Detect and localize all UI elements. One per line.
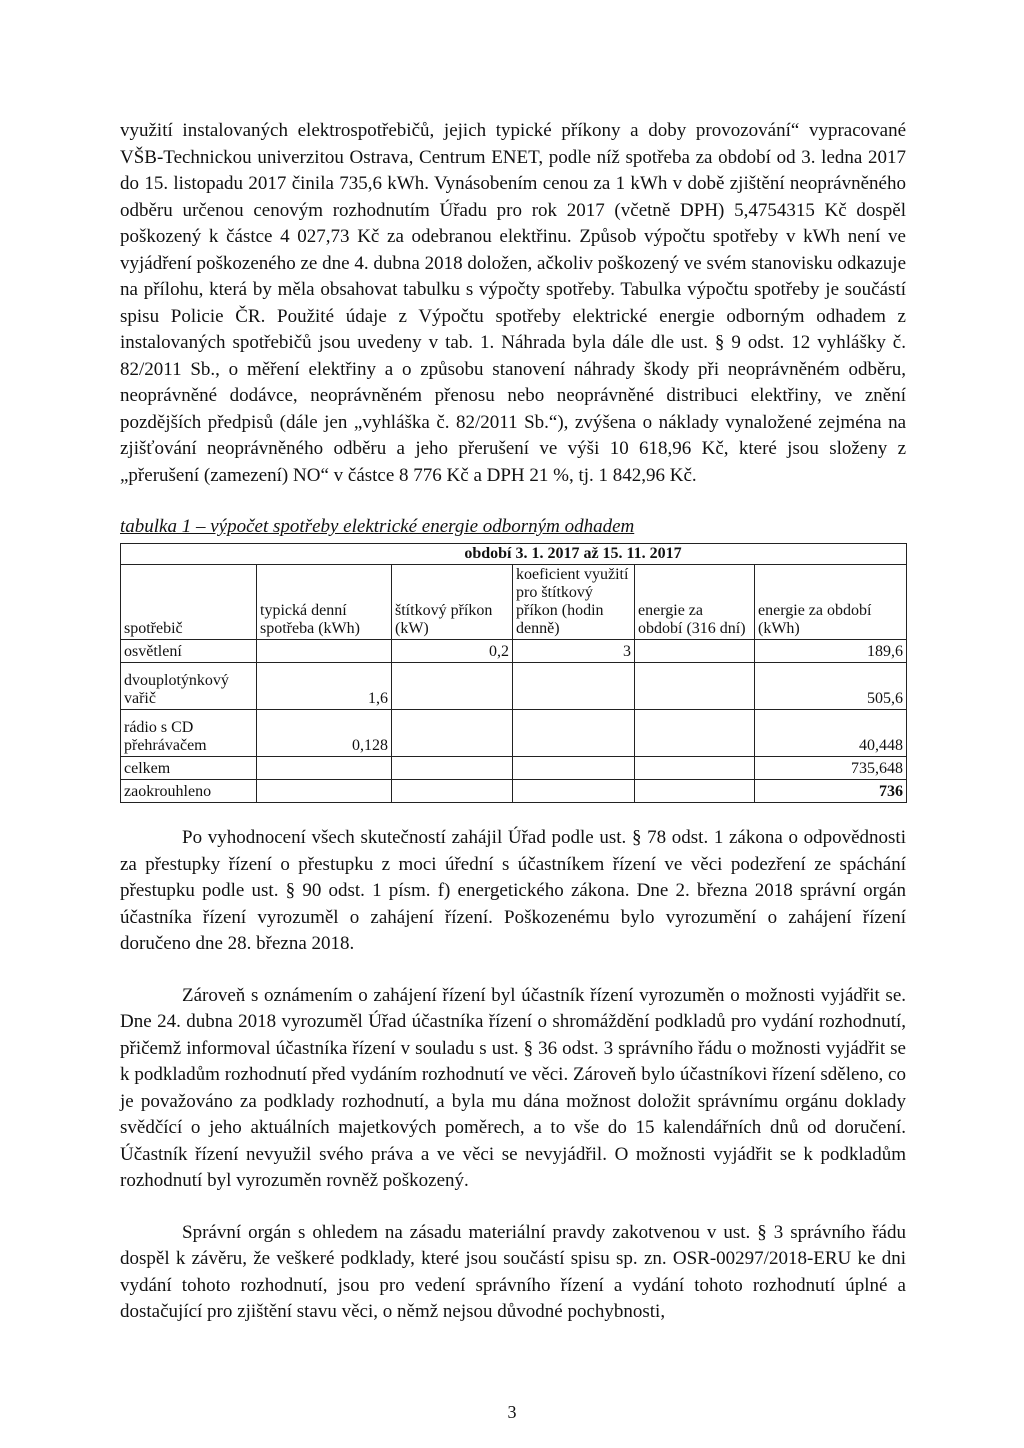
table-cell-power <box>392 780 513 803</box>
table-cell-name: osvětlení <box>121 640 257 663</box>
table-cell-name: celkem <box>121 757 257 780</box>
table-cell-energy316 <box>635 780 755 803</box>
table-cell-daily <box>257 780 392 803</box>
table-cell-energy316 <box>635 640 755 663</box>
table-cell-name: dvouplotýnkový vařič <box>121 663 257 710</box>
table-caption: tabulka 1 – výpočet spotřeby elektrické energie odborným odhadem <box>120 516 635 537</box>
table-header-cell: koeficient využití pro štítkový příkon (hodin denně) <box>513 565 635 640</box>
page-number: 3 <box>507 1402 517 1422</box>
table-row <box>121 640 907 663</box>
table-cell-energy: 735,648 <box>755 757 907 780</box>
table-period-row <box>121 544 907 565</box>
table-cell-daily: 0,128 <box>257 710 392 757</box>
table-cell-power <box>392 757 513 780</box>
table-cell-power: 0,2 <box>392 640 513 663</box>
document-page <box>120 118 906 1326</box>
table-cell-coef <box>513 757 635 780</box>
table-header-row <box>121 565 907 640</box>
table-cell-energy316 <box>635 663 755 710</box>
table-period-label: období 3. 1. 2017 až 15. 11. 2017 <box>392 544 755 565</box>
paragraph-consumption-calculation: využití instalovaných elektrospotřebičů, jejich typické příkony a doby provozování“ vypracované VŠB-Technickou univerzitou Ostrava, Centrum ENET, podle níž spotřeba za období od 3. ledna 2017 do 15. listopadu 2017 činila 735,6 kWh. Vynásobením cenou za 1 kWh v době zjištění neoprávněného odběru určenou cenovým rozhodnutím Úřadu pro rok 2017 (včetně DPH) 5,4754315 Kč dospěl poškozený k částce 4 027,73 Kč za odebranou elektřinu. Způsob výpočtu spotřeby v kWh není ve vyjádření poškozeného ze dne 4. dubna 2018 doložen, ačkoliv poškozený ve svém stanovisku odkazuje na přílohu, která by měla obsahovat tabulku s výpočty spotřeby. Tabulka výpočtu spotřeby je součástí spisu Policie ČR. Použité údaje z Výpočtu spotřeby elektrické energie odborným odhadem z instalovaných spotřebičů jsou uvedeny v tab. 1. Náhrada byla dále dle ust. § 9 odst. 12 vyhlášky č. 82/2011 Sb., o měření elektřiny a o způsobu stanovení náhrady škody při neoprávněném odběru, neoprávněné dodávce, neoprávněném přenosu nebo neoprávněné distribuci elektřiny, ve znění pozdějších předpisů (dále jen „vyhláška č. 82/2011 Sb.“), zvýšena o náklady vynaložené zejména na zjišťování neoprávněného odběru a jeho přerušení ve výši 10 618,96 Kč, které jsou složeny z „přerušení (zamezení) NO“ v částce 8 776 Kč a DPH 21 %, tj. 1 842,96 Kč. <box>120 120 906 486</box>
table-row-total <box>121 757 907 780</box>
table-cell-power <box>392 710 513 757</box>
table-row-rounded <box>121 780 907 803</box>
table-cell-daily <box>257 640 392 663</box>
table-cell-energy: 505,6 <box>755 663 907 710</box>
table-cell-name: zaokrouhleno <box>121 780 257 803</box>
table-cell-coef <box>513 663 635 710</box>
table-row <box>121 663 907 710</box>
table-cell-energy316 <box>635 757 755 780</box>
table-cell-coef <box>513 710 635 757</box>
consumption-table <box>120 543 907 803</box>
table-cell-daily <box>257 757 392 780</box>
table-cell-energy316 <box>635 710 755 757</box>
table-header-cell: energie za období (kWh) <box>755 565 907 640</box>
table-header-cell: energie za období (316 dní) <box>635 565 755 640</box>
table-cell-coef: 3 <box>513 640 635 663</box>
paragraph-material-truth: Správní orgán s ohledem na zásadu materiální pravdy zakotvenou v ust. § 3 správního řádu dospěl k závěru, že veškeré podklady, které jsou součástí spisu sp. zn. OSR-00297/2018-ERU ke dni vydání tohoto rozhodnutí, jsou pro vedení správního řízení a vydání tohoto rozhodnutí úplné a dostačující pro zjištění stavu věci, o němž nejsou důvodné pochybnosti, <box>120 1221 906 1322</box>
paragraph-proceedings-start: Po vyhodnocení všech skutečností zahájil Úřad podle ust. § 78 odst. 1 zákona o odpovědnosti za přestupky řízení o přestupku z moci úřední s účastníkem řízení ve věci podezření ze spáchání přestupku podle ust. § 90 odst. 1 písm. f) energetického zákona. Dne 2. března 2018 správní orgán účastníka řízení vyrozuměl o zahájení řízení. Poškozenému bylo vyrozumění o zahájení řízení doručeno dne 28. března 2018. <box>120 827 906 954</box>
table-header-cell: typická denní spotřeba (kWh) <box>257 565 392 640</box>
table-cell-name: rádio s CD přehrávačem <box>121 710 257 757</box>
table-header-cell: spotřebič <box>121 565 257 640</box>
table-row <box>121 710 907 757</box>
table-cell-daily: 1,6 <box>257 663 392 710</box>
table-cell-energy: 189,6 <box>755 640 907 663</box>
table-header-cell: štítkový příkon (kW) <box>392 565 513 640</box>
table-cell-energy: 736 <box>755 780 907 803</box>
table-cell-energy: 40,448 <box>755 710 907 757</box>
paragraph-notification: Zároveň s oznámením o zahájení řízení byl účastník řízení vyrozuměn o možnosti vyjádřit se. Dne 24. dubna 2018 vyrozuměl Úřad účastníka řízení o shromáždění podkladů pro vydání rozhodnutí, přičemž informoval účastníka řízení v souladu s ust. § 36 odst. 3 správního řádu o možnosti vyjádřit se k podkladům rozhodnutí před vydáním rozhodnutí ve věci. Zároveň bylo účastníkovi řízení sděleno, co je považováno za podklady rozhodnutí, a byla mu dána možnost doložit správnímu orgánu doklady svědčící o jeho aktuálních majetkových poměrech, a to vše do 15 kalendářních dnů od doručení. Účastník řízení nevyužil svého práva a ve věci se nevyjádřil. O možnosti vyjádřit se k podkladům rozhodnutí byl vyrozuměn rovněž poškozený. <box>120 984 906 1191</box>
table-cell-coef <box>513 780 635 803</box>
table-cell-power <box>392 663 513 710</box>
